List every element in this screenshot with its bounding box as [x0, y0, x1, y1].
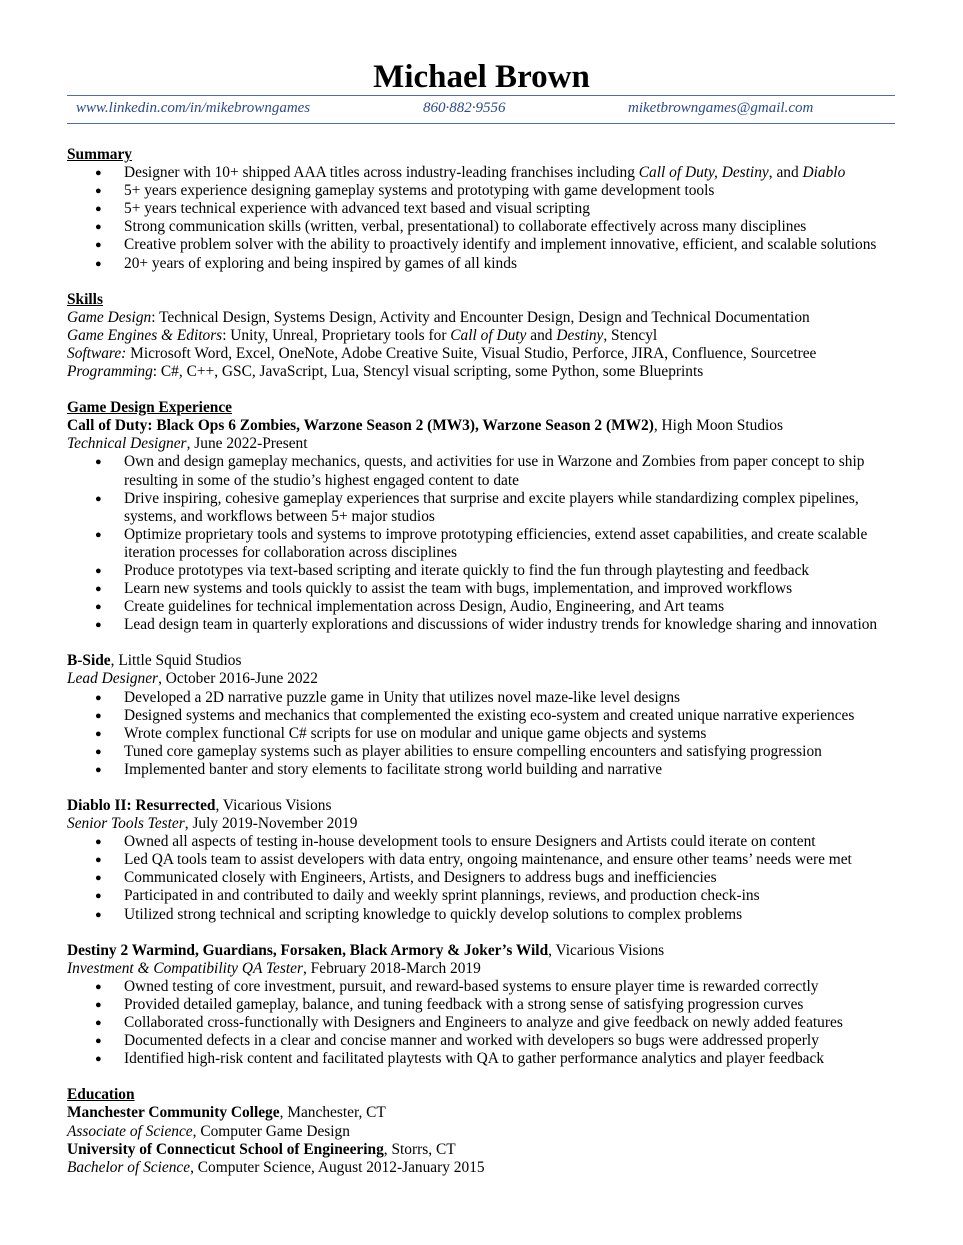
school-line: University of Connecticut School of Engineering, Storrs, CT [67, 1140, 456, 1158]
job-bullets [67, 453, 902, 634]
job-bullet: ● Led QA tools team to assist developers with data entry, ongoing maintenance, and ensure other teams’ needs were met [67, 851, 902, 869]
job-entry [67, 797, 902, 924]
job-title-line: B-Side, Little Squid Studios [67, 652, 242, 670]
job-bullet: ● Developed a 2D narrative puzzle game in Unity that utilizes novel maze-like level designs [67, 689, 902, 707]
skills-engines: Game Engines & Editors: Unity, Unreal, Proprietary tools for Call of Duty and Destiny, Stencyl [67, 326, 658, 344]
contact-bar [67, 95, 895, 124]
skills-programming: Programming: C#, C++, GSC, JavaScript, Lua, Stencyl visual scripting, some Python, some Blueprints [67, 363, 704, 381]
degree-line: Bachelor of Science, Computer Science, August 2012-January 2015 [67, 1158, 485, 1176]
job-bullet: ● Collaborated cross-functionally with Designers and Engineers to analyze and give feedback on newly added features [67, 1014, 902, 1032]
job-bullet: ● Implemented banter and story elements to facilitate strong world building and narrative [67, 761, 902, 779]
skills-heading: Skills [67, 290, 103, 308]
summary-item: ● 20+ years of exploring and being inspired by games of all kinds [67, 255, 902, 273]
job-role-line: Investment & Compatibility QA Tester, February 2018-March 2019 [67, 959, 481, 977]
job-bullet: ● Optimize proprietary tools and systems to improve prototyping efficiencies, extend asset capabilities, and create scalable iteration processes for collaboration across disciplines [67, 526, 902, 562]
job-bullets [67, 978, 902, 1068]
job-bullet: ● Documented defects in a clear and concise manner and worked with developers so bugs were addressed properly [67, 1032, 902, 1050]
job-title-line: Diablo II: Resurrected, Vicarious Visions [67, 797, 332, 814]
job-bullet: ● Drive inspiring, cohesive gameplay experiences that surprise and excite players while standardizing complex pipelines, systems, and workflows between 5+ major studios [67, 490, 902, 526]
job-entry [67, 942, 902, 1069]
job-bullet: ● Designed systems and mechanics that complemented the existing eco-system and created unique narrative experiences [67, 707, 902, 725]
phone-number: 860·882·9556 [423, 100, 506, 116]
summary-item: ● Strong communication skills (written, verbal, presentational) to collaborate effectively across many disciplines [67, 218, 902, 236]
job-bullet: ● Participated in and contributed to daily and weekly sprint plannings, reviews, and production check-ins [67, 887, 902, 905]
job-title-line: Call of Duty: Black Ops 6 Zombies, Warzone Season 2 (MW3), Warzone Season 2 (MW2), High Moon Studios [67, 417, 783, 435]
job-bullet: ● Tuned core gameplay systems such as player abilities to ensure compelling encounters and satisfying progression [67, 743, 902, 761]
job-bullet: ● Communicated closely with Engineers, Artists, and Designers to address bugs and inefficiencies [67, 869, 902, 887]
job-bullet: ● Owned testing of core investment, pursuit, and reward-based systems to ensure player time is rewarded correctly [67, 978, 902, 996]
degree-line: Associate of Science, Computer Game Design [67, 1122, 350, 1140]
summary-item: ● 5+ years experience designing gameplay systems and prototyping with game development tools [67, 182, 902, 200]
job-bullet: ● Learn new systems and tools quickly to assist the team with bugs, implementation, and improved workflows [67, 580, 902, 598]
job-bullet: ● Provided detailed gameplay, balance, and tuning feedback with a strong sense of satisfying progression curves [67, 996, 902, 1014]
school-line: Manchester Community College, Manchester, CT [67, 1104, 386, 1122]
job-bullet: ● Identified high-risk content and facilitated playtests with QA to gather performance analytics and player feedback [67, 1050, 902, 1068]
education-heading: Education [67, 1086, 135, 1104]
job-bullet: ● Create guidelines for technical implementation across Design, Audio, Engineering, and Art teams [67, 598, 902, 616]
job-entry [67, 652, 902, 779]
candidate-name: Michael Brown [373, 59, 590, 95]
summary-list [67, 164, 902, 273]
resume-body [67, 146, 902, 1177]
job-bullet: ● Owned all aspects of testing in-house development tools to ensure Designers and Artists could iterate on content [67, 833, 902, 851]
job-title-line: Destiny 2 Warmind, Guardians, Forsaken, Black Armory & Joker’s Wild, Vicarious Visions [67, 941, 665, 959]
job-bullet: ● Own and design gameplay mechanics, quests, and activities for use in Warzone and Zombies from paper concept to ship resulting in some of the studio’s highest engaged content to date [67, 453, 902, 489]
job-bullet: ● Utilized strong technical and scripting knowledge to quickly develop solutions to complex problems [67, 906, 902, 924]
job-bullet: ● Lead design team in quarterly explorations and discussions of wider industry trends for knowledge sharing and innovation [67, 616, 902, 634]
job-bullets [67, 689, 902, 779]
job-role-line: Lead Designer, October 2016-June 2022 [67, 670, 318, 688]
email-link[interactable]: miketbrowngames@gmail.com [628, 100, 814, 116]
job-role-line: Technical Designer, June 2022-Present [67, 435, 308, 453]
skills-software: Software: Microsoft Word, Excel, OneNote, Adobe Creative Suite, Visual Studio, Perforce, JIRA, Confluence, Sourcetree [67, 344, 817, 362]
summary-item: ● Designer with 10+ shipped AAA titles across industry-leading franchises including Call of Duty, Destiny, and Diablo [67, 164, 902, 182]
job-role-line: Senior Tools Tester, July 2019-November 2019 [67, 815, 358, 833]
job-bullets [67, 833, 902, 923]
skills-game-design: Game Design: Technical Design, Systems Design, Activity and Encounter Design, Design and Technical Documentation [67, 308, 810, 326]
summary-item: ● Creative problem solver with the ability to proactively identify and implement innovative, efficient, and scalable solutions [67, 236, 902, 254]
experience-heading: Game Design Experience [67, 399, 232, 417]
linkedin-link[interactable]: www.linkedin.com/in/mikebrowngames [76, 100, 311, 116]
job-entry [67, 417, 902, 634]
summary-heading: Summary [67, 146, 132, 163]
job-bullet: ● Produce prototypes via text-based scripting and iterate quickly to find the fun through playtesting and feedback [67, 562, 902, 580]
summary-item: ● 5+ years technical experience with advanced text based and visual scripting [67, 200, 902, 218]
job-bullet: ● Wrote complex functional C# scripts for use on modular and unique game objects and systems [67, 725, 902, 743]
